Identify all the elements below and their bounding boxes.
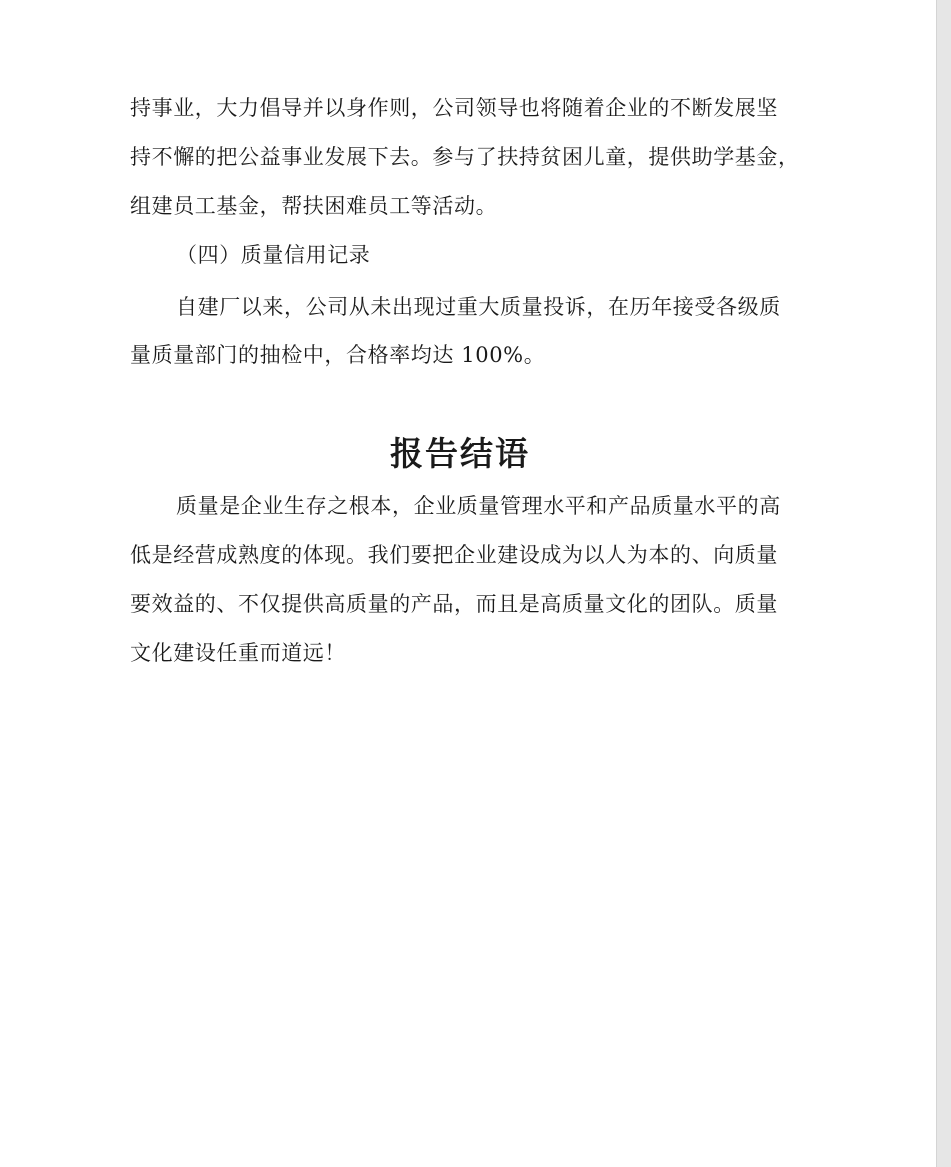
paragraph-line: 质量是企业生存之根本，企业质量管理水平和产品质量水平的高 xyxy=(176,494,781,518)
paragraph-line: 持不懈的把公益事业发展下去。参与了扶持贫困儿童，提供助学基金， xyxy=(130,145,800,169)
vertical-scrollbar[interactable] xyxy=(936,0,951,1167)
paragraph-line: 要效益的、不仅提供高质量的产品，而且是高质量文化的团队。质量 xyxy=(130,592,778,616)
paragraph-line: 组建员工基金，帮扶困难员工等活动。 xyxy=(130,194,498,218)
paragraph-line: 文化建设任重而道远！ xyxy=(130,641,346,665)
paragraph-line: 自建厂以来，公司从未出现过重大质量投诉，在历年接受各级质 xyxy=(176,295,781,319)
paragraph-line: 持事业，大力倡导并以身作则，公司领导也将随着企业的不断发展坚 xyxy=(130,96,778,120)
paragraph-line: 低是经营成熟度的体现。我们要把企业建设成为以人为本的、向质量 xyxy=(130,543,778,567)
paragraph-line: 量质量部门的抽检中，合格率均达 100%。 xyxy=(130,343,546,367)
section-title: 报告结语 xyxy=(390,434,530,473)
subheading: （四）质量信用记录 xyxy=(176,243,371,267)
